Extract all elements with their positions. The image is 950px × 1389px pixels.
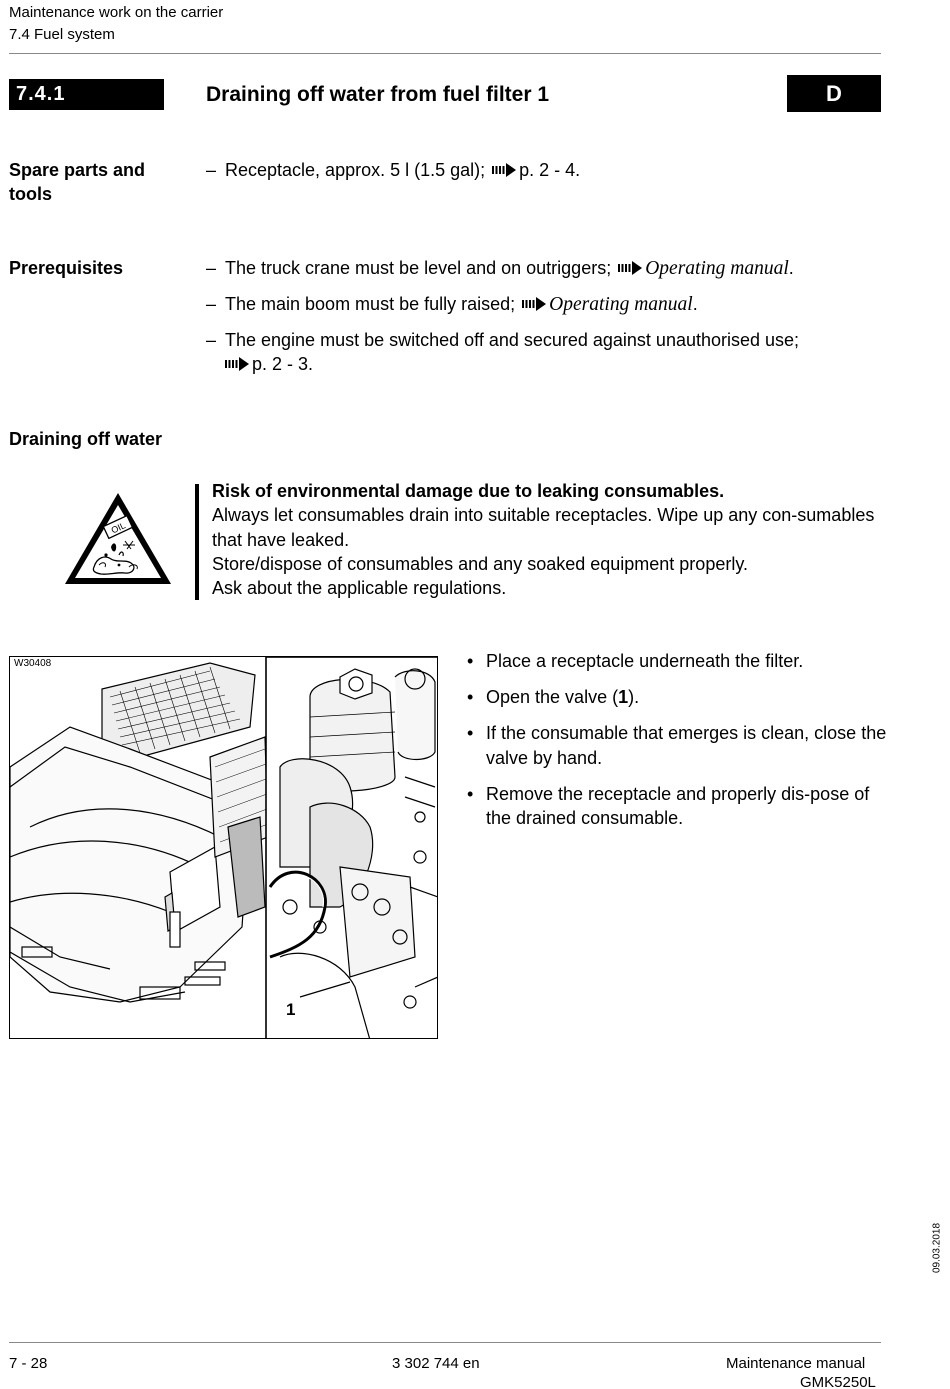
prerequisites-label: Prerequisites xyxy=(9,258,124,278)
warning-heading: Risk of environmental damage due to leaking consumables. xyxy=(212,481,725,501)
figure-callout-1: 1 xyxy=(286,1000,296,1019)
section-badge: D xyxy=(787,75,881,112)
reference-link[interactable]: p. 2 - 3. xyxy=(252,354,314,374)
reference-link[interactable]: p. 2 - 4. xyxy=(519,160,581,180)
fuel-filter-figure xyxy=(9,656,438,1039)
revision-date: 09.03.2018 xyxy=(931,1222,943,1274)
prerequisite-item: – The engine must be switched off and secured against unauthorised use; p. 2 - 3. xyxy=(206,330,800,374)
step-list xyxy=(467,649,887,842)
svg-text:OIL: OIL xyxy=(109,520,127,536)
warning-line: Ask about the applicable regulations. xyxy=(212,578,507,599)
warning-bar xyxy=(195,484,199,600)
prerequisite-item: – The truck crane must be level and on outriggers; Operating manual. xyxy=(206,258,794,279)
model-name: GMK5250L xyxy=(800,1374,876,1389)
warning-line: Always let consumables drain into suitable receptacles. Wipe up any con-sumables that have leaked. xyxy=(212,505,875,550)
warning-text xyxy=(212,479,884,600)
step-item: • Open the valve (1). xyxy=(467,687,640,707)
footer-divider xyxy=(9,1342,881,1343)
section-title: Draining off water from fuel filter 1 xyxy=(206,83,550,106)
prerequisite-item: – The main boom must be fully raised; Operating manual. xyxy=(206,294,698,315)
reference-arrow-icon xyxy=(618,261,642,275)
step-item: • Place a receptacle underneath the filter. xyxy=(467,651,804,671)
spare-parts-label: Spare parts and tools xyxy=(9,160,146,204)
section-path: 7.4 Fuel system xyxy=(9,26,115,43)
header-divider xyxy=(9,53,881,54)
figure-code: W30408 xyxy=(14,658,52,669)
section-number: 7.4.1 xyxy=(9,79,164,110)
warning-line: Store/dispose of consumables and any soaked equipment properly. xyxy=(212,553,748,574)
crane-engine-illustration xyxy=(10,657,438,1039)
reference-arrow-icon xyxy=(522,297,546,311)
manual-title: Maintenance manual xyxy=(726,1355,866,1372)
draining-label: Draining off water xyxy=(9,429,163,449)
step-item: • Remove the receptacle and properly dis-pose of the drained consumable. xyxy=(467,783,870,828)
document-number: 3 302 744 en xyxy=(392,1355,480,1372)
spare-parts-item: – Receptacle, approx. 5 l (1.5 gal); p. 2 - 4. xyxy=(206,160,581,180)
page-number: 7 - 28 xyxy=(9,1355,48,1372)
reference-link[interactable]: Operating manual xyxy=(549,294,693,315)
chapter-title: Maintenance work on the carrier xyxy=(9,4,224,21)
reference-arrow-icon xyxy=(225,357,249,371)
environment-warning-icon xyxy=(61,489,175,589)
step-item: • If the consumable that emerges is clean, close the valve by hand. xyxy=(467,723,887,768)
reference-link[interactable]: Operating manual xyxy=(645,258,789,279)
reference-arrow-icon xyxy=(492,163,516,177)
